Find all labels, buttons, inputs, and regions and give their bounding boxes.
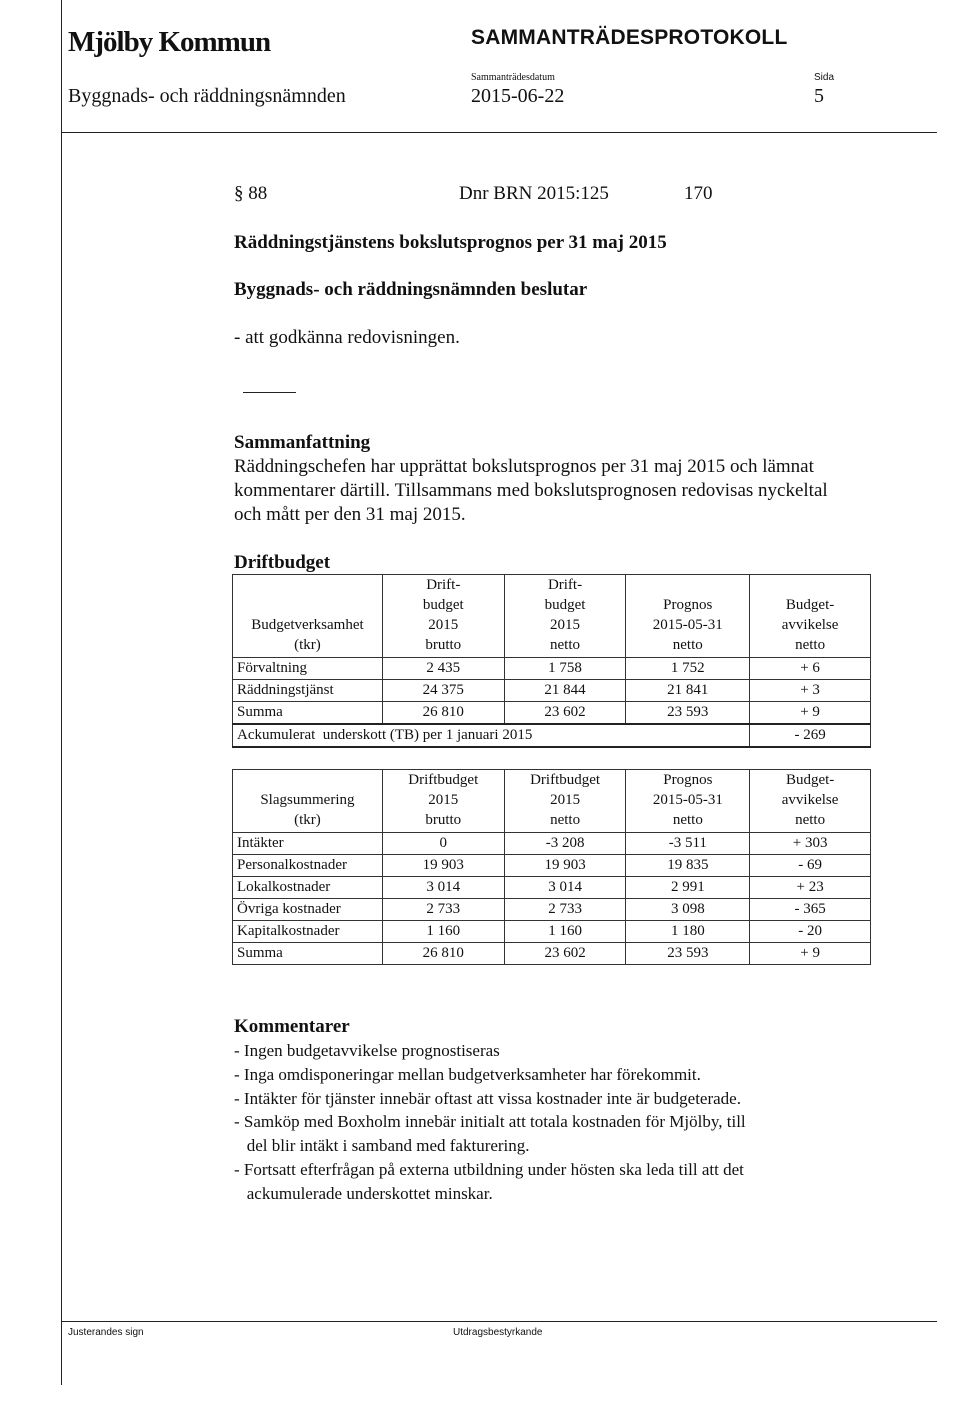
cell-value: + 9	[750, 702, 871, 725]
table-row	[233, 702, 871, 725]
extract-label: Utdragsbestyrkande	[453, 1327, 543, 1338]
cell-value: - 69	[750, 855, 871, 877]
item-title: Räddningstjänstens bokslutsprognos per 31 maj 2015	[234, 232, 667, 253]
cell-value: 3 098	[626, 899, 750, 921]
column-header: Budgetverksamhet (tkr)	[233, 575, 383, 658]
committee-name: Byggnads- och räddningsnämnden	[68, 85, 346, 107]
comment-line: - Intäkter för tjänster innebär oftast att vissa kostnader inte är budgeterade.	[234, 1089, 741, 1108]
driftbudget-heading: Driftbudget	[234, 552, 331, 573]
row-label: Förvaltning	[233, 658, 383, 680]
cell-value: + 23	[750, 877, 871, 899]
page-label: Sida	[814, 72, 835, 83]
table-row	[233, 899, 871, 921]
cell-value: 21 841	[626, 680, 750, 702]
date-label: Sammanträdesdatum	[471, 72, 555, 83]
comment-line: - Fortsatt efterfrågan på externa utbildning under hösten ska leda till att det	[234, 1160, 744, 1179]
cell-value: 1 180	[626, 921, 750, 943]
table-row	[233, 658, 871, 680]
meeting-date: 2015-06-22	[471, 85, 565, 107]
cell-value: 2 991	[626, 877, 750, 899]
dnr: Dnr BRN 2015:125	[459, 183, 609, 204]
column-header: Prognos 2015-05-31 netto	[626, 770, 750, 833]
footer-divider	[61, 1321, 937, 1322]
cell-value: 1 160	[504, 921, 626, 943]
cell-value: 19 903	[382, 855, 504, 877]
cell-value: + 6	[750, 658, 871, 680]
cell-value: 23 602	[504, 702, 626, 725]
accumulated-value: - 269	[750, 724, 871, 747]
left-margin-line	[61, 0, 62, 1385]
cell-value: 21 844	[504, 680, 626, 702]
cell-value: 2 733	[504, 899, 626, 921]
row-label: Personalkostnader	[233, 855, 383, 877]
table-row	[233, 943, 871, 965]
decision-heading: Byggnads- och räddningsnämnden beslutar	[234, 279, 588, 300]
document-title: SAMMANTRÄDESPROTOKOLL	[471, 26, 788, 49]
accumulated-label: Ackumulerat underskott (TB) per 1 januari 2015	[233, 724, 750, 747]
sign-label: Justerandes sign	[68, 1327, 144, 1338]
cell-value: 26 810	[382, 943, 504, 965]
cell-value: 19 835	[626, 855, 750, 877]
separator-line	[243, 392, 296, 393]
cell-value: 1 752	[626, 658, 750, 680]
header-divider	[61, 132, 937, 133]
summary-line: kommentarer därtill. Tillsammans med bokslutsprognosen redovisas nyckeltal	[234, 480, 828, 501]
cell-value: + 303	[750, 833, 871, 855]
logo: Mjölby Kommun	[68, 26, 271, 58]
row-label: Räddningstjänst	[233, 680, 383, 702]
cell-value: -3 511	[626, 833, 750, 855]
row-label: Övriga kostnader	[233, 899, 383, 921]
cell-value: 2 435	[382, 658, 504, 680]
driftbudget-table	[232, 574, 871, 748]
table-row	[233, 877, 871, 899]
column-header: Prognos 2015-05-31 netto	[626, 575, 750, 658]
comment-line: - Ingen budgetavvikelse prognostiseras	[234, 1041, 500, 1060]
column-header: Budget- avvikelse netto	[750, 770, 871, 833]
decision-text: - att godkänna redovisningen.	[234, 327, 460, 348]
paragraph-number: § 88	[234, 183, 268, 204]
cell-value: + 3	[750, 680, 871, 702]
comment-line: ackumulerade underskottet minskar.	[234, 1184, 493, 1203]
column-header: Slagsummering (tkr)	[233, 770, 383, 833]
page-number: 5	[814, 85, 824, 107]
column-header: Driftbudget 2015 brutto	[382, 770, 504, 833]
cell-value: 1 758	[504, 658, 626, 680]
table-header-row	[233, 575, 871, 658]
table-row	[233, 855, 871, 877]
table-row	[233, 833, 871, 855]
cell-value: + 9	[750, 943, 871, 965]
cell-value: -3 208	[504, 833, 626, 855]
cell-value: 24 375	[382, 680, 504, 702]
row-label: Intäkter	[233, 833, 383, 855]
cell-value: 1 160	[382, 921, 504, 943]
table-row	[233, 724, 871, 747]
comment-line: - Inga omdisponeringar mellan budgetverksamheter har förekommit.	[234, 1065, 701, 1084]
cell-value: 3 014	[382, 877, 504, 899]
column-header: Drift- budget 2015 netto	[504, 575, 626, 658]
cell-value: 2 733	[382, 899, 504, 921]
summary-line: och mått per den 31 maj 2015.	[234, 504, 466, 525]
column-header: Driftbudget 2015 netto	[504, 770, 626, 833]
cell-value: 23 602	[504, 943, 626, 965]
cell-value: 0	[382, 833, 504, 855]
comments-heading: Kommentarer	[234, 1016, 350, 1037]
table-row	[233, 680, 871, 702]
table-row	[233, 921, 871, 943]
comment-line: del blir intäkt i samband med fakturering.	[234, 1136, 530, 1155]
cell-value: - 20	[750, 921, 871, 943]
row-label: Summa	[233, 943, 383, 965]
summary-line: Räddningschefen har upprättat bokslutsprognos per 31 maj 2015 och lämnat	[234, 456, 814, 477]
column-header: Drift- budget 2015 brutto	[382, 575, 504, 658]
cell-value: 19 903	[504, 855, 626, 877]
cell-value: 23 593	[626, 943, 750, 965]
row-label: Kapitalkostnader	[233, 921, 383, 943]
cell-value: 26 810	[382, 702, 504, 725]
slagsummering-table	[232, 769, 871, 965]
column-header: Budget- avvikelse netto	[750, 575, 871, 658]
table-header-row	[233, 770, 871, 833]
cell-value: - 365	[750, 899, 871, 921]
summary-heading: Sammanfattning	[234, 432, 371, 453]
row-label: Summa	[233, 702, 383, 725]
item-number: 170	[684, 183, 713, 204]
row-label: Lokalkostnader	[233, 877, 383, 899]
cell-value: 23 593	[626, 702, 750, 725]
cell-value: 3 014	[504, 877, 626, 899]
comment-line: - Samköp med Boxholm innebär initialt att totala kostnaden för Mjölby, till	[234, 1112, 746, 1131]
